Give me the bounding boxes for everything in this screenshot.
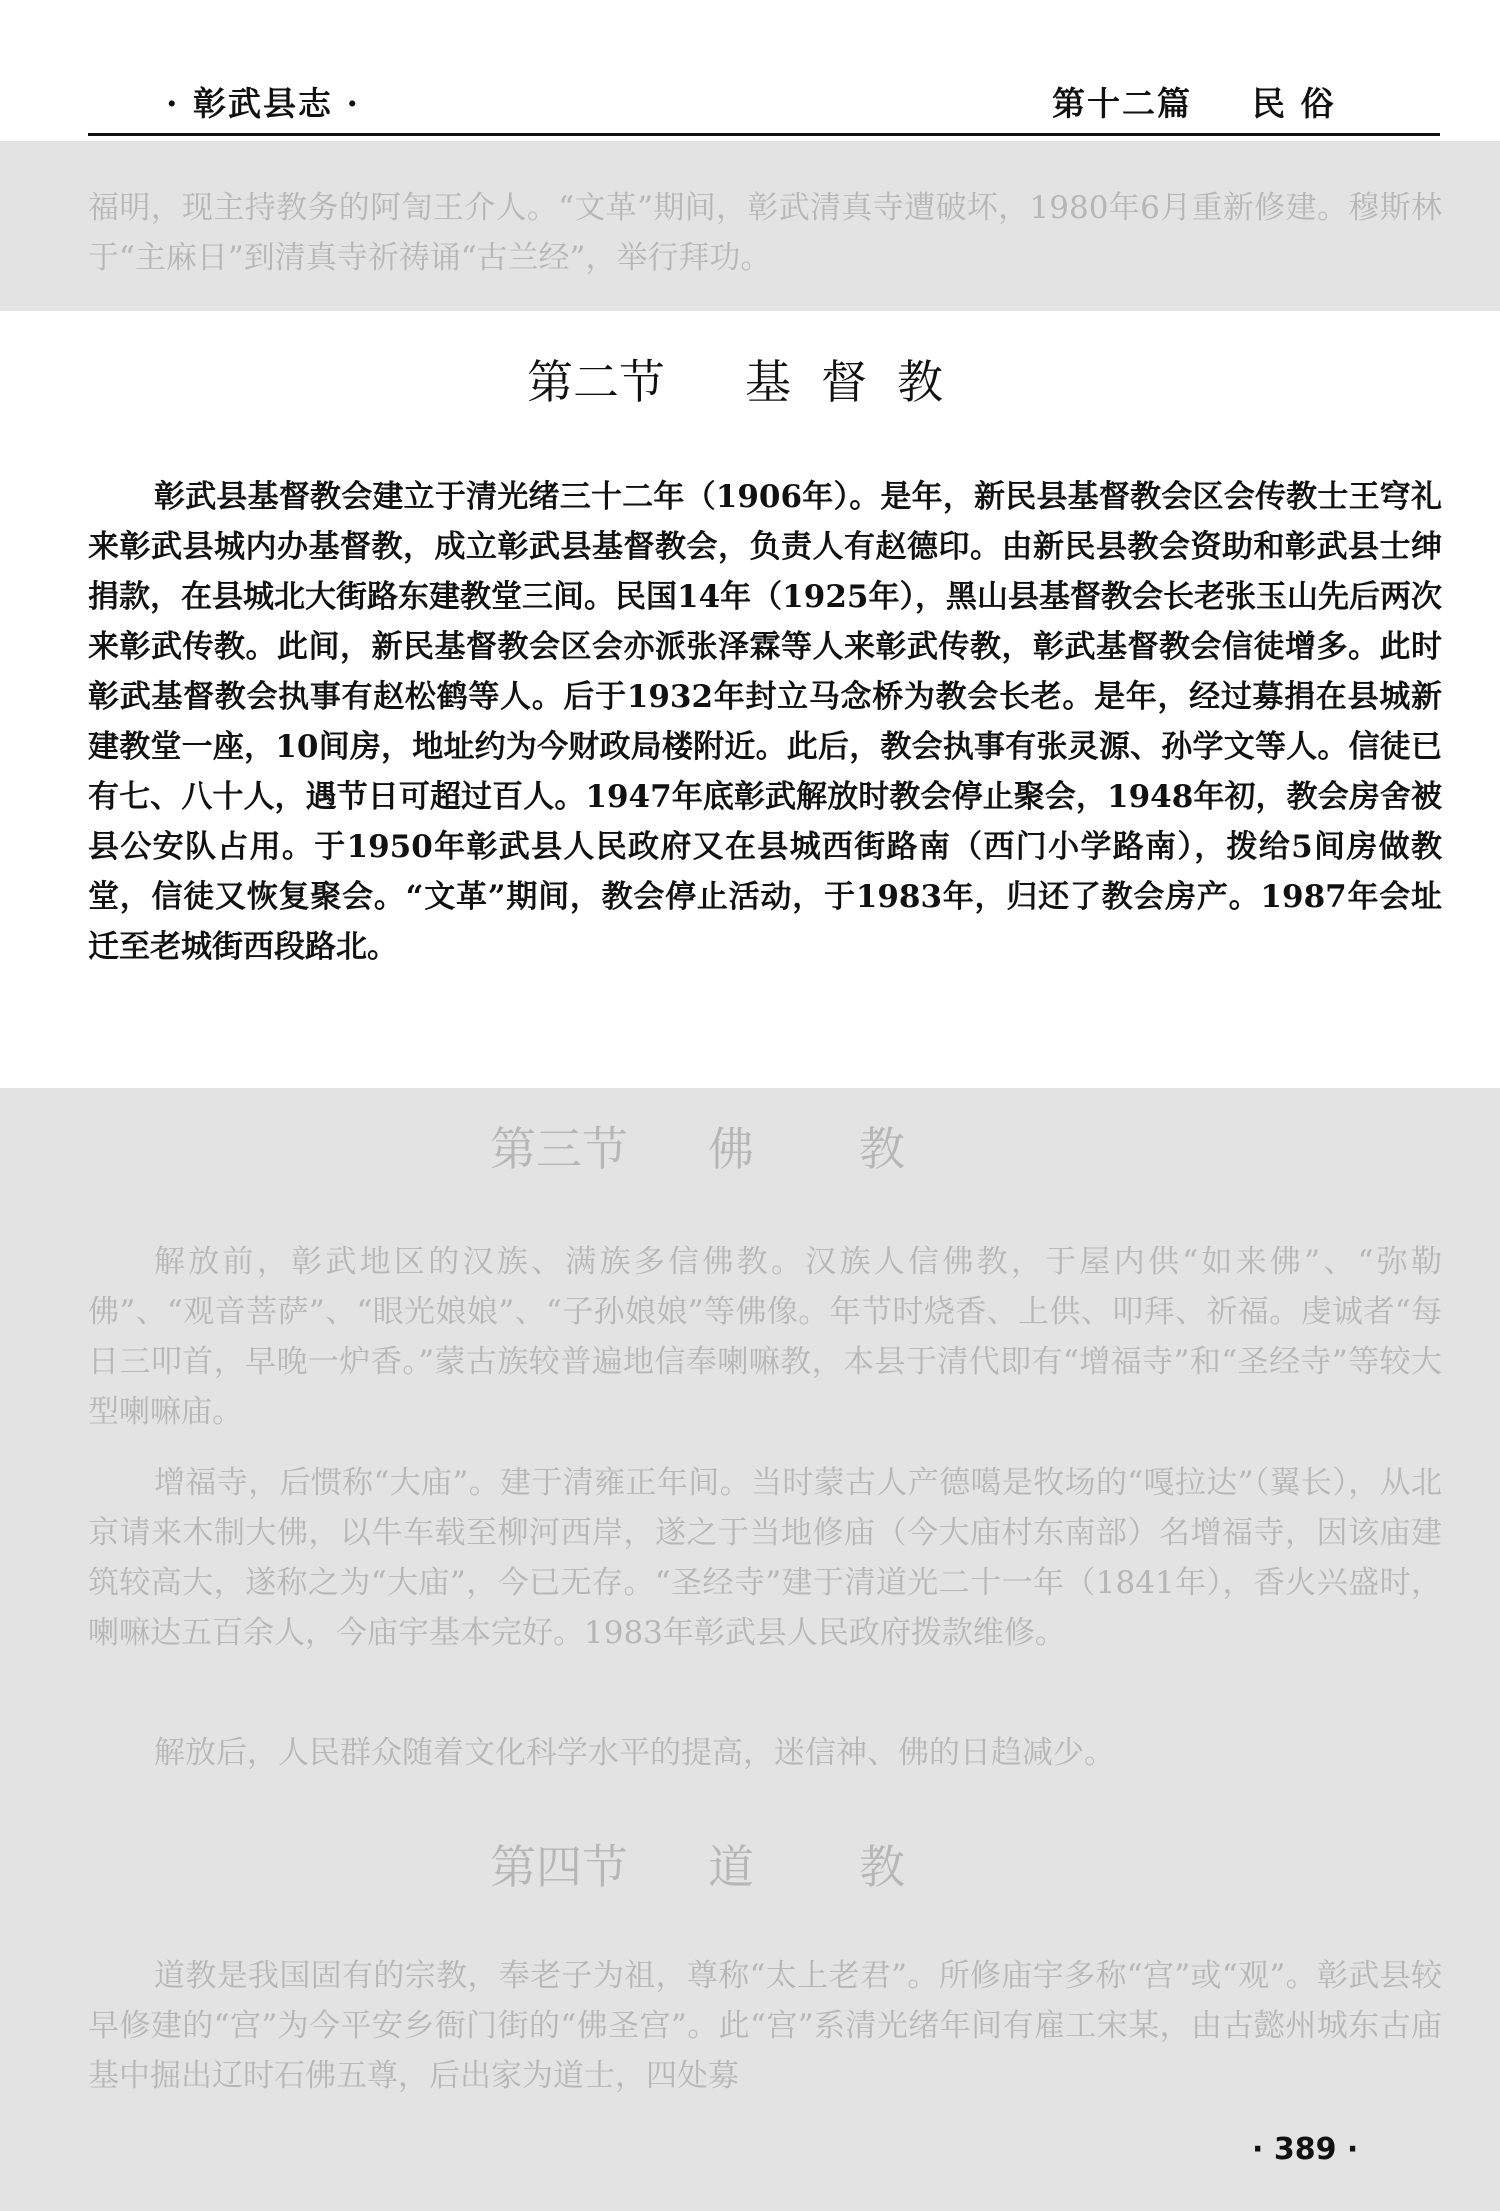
buddhism-paragraph-3: 解放后，人民群众随着文化科学水平的提高，迷信神、佛的日趋减少。 (154, 1735, 1115, 1771)
buddhism-paragraph-2: 增福寺，后惯称“大庙”。建于清雍正年间。当时蒙古人产德噶是牧场的“嘎拉达”（翼长），从北京请来木制大佛，以牛车载至柳河西岸，遂之于当地修庙（今大庙村东南部）名增福寺，因该庙建筑较高大，遂称之为“大庙”，今已无存。“圣经寺”建于清道光二十一年（1841年），香火兴盛时，喇嘛达五百余人，今庙宇基本完好。1983年彰武县人民政府拨款维修。 (88, 1465, 1442, 1651)
book-title: · 彰武县志 · (166, 84, 360, 123)
section-number: 第二节 (527, 355, 665, 409)
subject-label: 民 俗 (1252, 84, 1336, 123)
section-number: 第四节 (490, 1840, 628, 1894)
section-heading-taoism (0, 1831, 1500, 1897)
page-number: · 389 · (1252, 2132, 1359, 2167)
section-heading-christianity (0, 346, 1500, 412)
header-rule (88, 133, 1440, 136)
section-title: 基督教 (745, 355, 973, 409)
previous-section-tail: 福明，现主持教务的阿訇王介人。“文革”期间，彰武清真寺遭破坏，1980年6月重新修建。穆斯林于“主麻日”到清真寺祈祷诵“古兰经”，举行拜功。 (88, 190, 1442, 276)
taoism-body: 道教是我国固有的宗教，奉老子为祖，尊称“太上老君”。所修庙宇多称“宫”或“观”。彰武县较早修建的“宫”为今平安乡衙门街的“佛圣宫”。此“宫”系清光绪年间有雇工宋某，由古懿州城东古庙基中掘出辽时石佛五尊，后出家为道士，四处募 (88, 1958, 1442, 2094)
section-heading-buddhism (0, 1113, 1500, 1179)
section-title: 道教 (708, 1840, 1010, 1894)
christianity-body: 彰武县基督教会建立于清光绪三十二年（1906年）。是年，新民县基督教会区会传教士王穹礼来彰武县城内办基督教，成立彰武县基督教会，负责人有赵德印。由新民县教会资助和彰武县士绅捐款，在县城北大街路东建教堂三间。民国14年（1925年），黑山县基督教会长老张玉山先后两次来彰武传教。此间，新民基督教会区会亦派张泽霖等人来彰武传教，彰武基督教会信徒增多。此时彰武基督教会执事有赵松鹤等人。后于1932年封立马念桥为教会长老。是年，经过募捐在县城新建教堂一座，10间房，地址约为今财政局楼附近。此后，教会执事有张灵源、孙学文等人。信徒已有七、八十人，遇节日可超过百人。1947年底彰武解放时教会停止聚会，1948年初，教会房舍被县公安队占用。于1950年彰武县人民政府又在县城西街路南（西门小学路南），拨给5间房做教堂，信徒又恢复聚会。“文革”期间，教会停止活动，于1983年，归还了教会房产。1987年会址迁至老城街西段路北。 (88, 479, 1442, 965)
part-label: 第十二篇 (1052, 84, 1192, 123)
buddhism-paragraph-1: 解放前，彰武地区的汉族、满族多信佛教。汉族人信佛教，于屋内供“如来佛”、“弥勒佛”、“观音菩萨”、“眼光娘娘”、“子孙娘娘”等佛像。年节时烧香、上供、叩拜、祈福。虔诚者“每日三叩首，早晚一炉香。”蒙古族较普遍地信奉喇嘛教，本县于清代即有“增福寺”和“圣经寺”等较大型喇嘛庙。 (88, 1244, 1442, 1430)
chapter-heading (1052, 78, 1336, 125)
section-number: 第三节 (490, 1122, 628, 1176)
section-title: 佛教 (708, 1122, 1010, 1176)
